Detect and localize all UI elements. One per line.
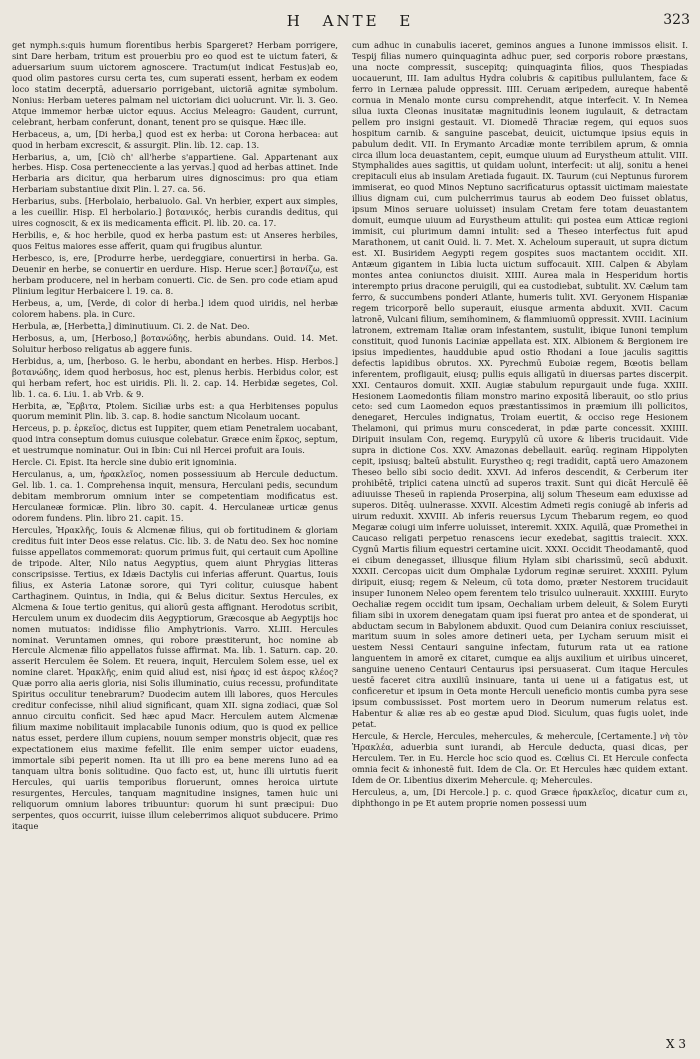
entry-paragraph: Herbaceus, a, um, [Di herba,] quod est ex herba: ut Corona herbacea: aut quod in herbam excrescit, & assurgit. Plin. lib. 12. cap. 13. [12, 128, 338, 150]
entry-paragraph: Herbarius, a, um, [Ciò ch' all'herbe s'appartiene. Gal. Appartenant aux herbes. Hisp. Cosa pertenecciente a las yervas.] quod ad herbas attinet. Inde Herbaria ars dicitur, qua herbarum uires dignoscimus: pro qua etiam Herbariam substantiue dixit Plin. l. 27. ca. 56. [12, 151, 338, 195]
left-column [12, 40, 338, 833]
entry-paragraph: get nymph.s:quis humum florentibus herbis Spargeret? Herbam porrigere, sint Dare herbam, tritum est prouerbiu pro eo quod est te uictum fateri, & aduersarium suum uictorem agnoscere. Tractum(ut indicat Festus)ab eo, quod olim pastores cursu certa tes, cum superati essent, herbam ex eodem loco statim decerptā, aduersario porrigebant, uictoriā agnitæ symbolum. Nonius: Herbam ueteres palmam nel uictoriam dici uolucrunt. Vir. li. 3. Geo. Atque immemor herbæ uictor equus. Accius Meleagro: Gaudent, currunt, celebrant, herbam conferunt, donant, tenent pro se quisque. Hæc ille. [12, 40, 338, 127]
entry-paragraph: Herceus, p. p. ἑρκεῖος, dictus est Iuppiter, quem etiam Penetralem uocabant, quod intra conseptum domus cuiusque colebatur. Græce enim ἕρκος, septum, et uestrumque nominatur. Oui in Ibin: Cui nil Hercei profuit ara Iouis. [12, 423, 338, 456]
header-right-mark: E [399, 12, 414, 30]
signature-mark: X 3 [666, 1037, 686, 1051]
header-left-letter: H [286, 12, 303, 30]
running-title [0, 12, 700, 30]
entry-paragraph: Hercle. Ci. Epist. Ita hercle sine dubio erit ignominia. [12, 457, 237, 468]
right-column [352, 40, 688, 810]
entry-paragraph: Herbeus, a, um, [Verde, di color di herba.] idem quod uiridis, nel herbæ colorem habens. pla. in Curc. [12, 297, 338, 319]
page-number: 323 [663, 12, 690, 28]
running-header [0, 10, 700, 32]
entry-paragraph: Herbesco, is, ere, [Produrre herbe, uerdeggiare, conuertirsi in herba. Ga. Deuenir en herbe, se conuertir en uerdure. Hisp. Herue scer.] βοτανίζω, est herbam producere, nel in herbam conuerti. Cic. de Sen. pro code etiam apud Plinium legitur Herbaicere l. 19. ca. 8. [12, 253, 338, 296]
entry-paragraph: cum adhuc in cunabulis iaceret, geminos angues a Iunone immissos elisit. I. Tespij filias numero quinquaginta adhuc puer, sed corporis robore præstans, una nocte compressit, suscepitq; quinquaginta filios, quos Thespiadas uocauerunt, III. Iam adultus Hydra colubris & capitibus pullulantem, face & ferro in Lernæa palude oppressit. IIII. Ceruam æripedem, aureque habentē cornua in Menalo monte cursu comprehendit, atque interfecit. V. In Nemea silua iuxta Cleonas inusitatæ magnitudinis leonem iugulauit, & detractam pellem pro insigni gestauit. VI. Diomedē Thraciæ regem, qui equos suos hospitum carnib. & sanguine pascebat, deuicit, uictumque ipsius equis in pabulum dedit. VII. In Erymanto Arcadiæ monte terribilem aprum, & omnia circa illum loca deuastantem, cepit, eumque uiuum ad Eurystheum attulit. VIII. Stymphalides aues sagittis, ut quidam uolunt, interfecit: ut alij, sonitu a henei crepitaculi eius ab insulam Aretiada fugauit. IX. Taurum (cui Neptunus furorem immiserat, eo quod Minos Neptuno sacrificaturus optassit uictimam maiestate illius dignam cui, cum pulcherrimus taurus ab eodem Deo fuisset oblatus, ipsum Minos seruare uoluisset) insulam Cretam fere totam deuastantem domuit, eumque uiuum ad Eurystheum attulit: qui postea eum Atticæ regioni immisit, cui plurimum damni intulit: sed a Theseo interfectus fuit apud Marathonem, ut canit Ouid. li. 7. Met. X. Acheloum superauit, ut supra dictum est. XI. Busiridem Aegypti regem gospites suos mactantem occidit. XII. Antæum gigantem in Libia lucta uictum suffocauit. XIII. Calpen & Abylam montes antea coniunctos diuisit. XIIII. Aurea mala in Hesperidum hortis interempto prius dracone peruigili, qui ea custodiebat, subtulit. XV. Cælum tam ferro, & succumbens ponderi Atlante, humeris tulit. XVI. Geryonem Hispaniæ regem tricorporē bello superauit, eiusque armenta abduxit. XVII. Cacum latronē, Vulcani filium, semihominem, & flammiuomū oppressit. XVIII. Lacinium latronem, extremam Italiæ oram infestantem, sustulit, ibique Iunoni templum constituit, quod Iunonis Laciniæ appellata est. XIX. Albionem & Bergionem ire ipsius impedientes, hauddubie apud ostio Rhodani a Ioue jaculis sagittis defectis lapidibus obrutos. XX. Pyrechmū Euboiæ regem, Bœotis bellam inferentem, profligauit, eiusq; pullis equis alligatū in diuersas partes discerpit. XXI. Centauros domuit. XXII. Augiæ stabulum repurgauit unde fuga. XXIII. Hesionem Laomedontis filiam monstro marino expositā liberauit, oo stlo prius ceto: sed cum Laomedon equos præstantissimos in præmium illi pollicitos, denegaret, Hercules indignatus, Troiam euertit, & occiso rege Hesionem Thelamoni, qui primus muru conscederat, in pdæ parte concessit. XXIIII. Diripuit insulam Con, regemq. Eurypylū cū uxore & liberis trucidauit. Vide supra in dictione Cos. XXV. Amazonas debellauit. earūq. reginam Hippolyten cepit, ipsiusq; balteū abstulit. Eurystheo q; regi tradidit, captā uero Amazonem Theseo bello sibi socio dedit. XXVI. Ad inferos descendit, & Cerberum iter prohibētē, triplici catena uinctū ad superos traxit. Sunt qui dicāt Herculē ēē adiuuisse Theseū in rapienda Proserpina, alij solum Theseum eam eduxisse ad superos. Ditēq. uulnerasse. XXVII. Alcestim Admeti regis coniugē ab inferis ad uirum reduxit. XXVIII. Ab inferis reuersus Lycum Thebarum regem, eo quod Megaræ coiugi uim inferre uoluisset, interemit. XXIX. Aquilā, quæ Promethei in Caucaso religati perpetuo renascens iecur exedebat, sagittis traiecit. XXX. Cygnū Martis filium equestri certamine uicit. XXXI. Occidit Theodamantē, quod ei cibum denegasset, illiusque filium Hylam sibi charissimū, secū abduxit. XXXII. Cercopas uicit dum Omphalæ Lydorum reginæ seruiret. XXXIII. Pylum diripuit, eiusq; regem & Neleum, cū tota domo, præter Nestorem trucidauit insuper Iunonem Neleo opem ferentem telo trisulco uulnerauit. XXXIIII. Euryto Oechaliæ regem occidit tum ipsam, Oechaliam urbem deleuit, & Solem Euryti filiam sibi in uxorem denegatam quam ipsi fuerat pro antea et de sponderat, ui abductam secum in Babylonem abduxit. Quod cum Deianira coniux resciuisset, maritum suum in soles amore detineri ueta, per Lycham seruum misit ei uestem Nessi Centauri sanguine infectam, futurum rata ut ea ratione languentem in amorē ex citaret, cumque ea alijs auxilium et uiribus uinceret, sanguine ueneno Centauri Centaurus ipsi persuaserat. Cum itaque Hercules uestē faceret citra auxiliū insinuare, tanta ui uene ui a fatigatus est, ut conficeretur et ipsum in Oeta monte Herculi ueneficio montis cumba pyra sese ipsum combussisset. Post mortem uero in Deorum numerum relatus est. Habentur & aliæ res ab eo gestæ apud Diod. Siculum, quas fugis uolet, inde petat. [352, 40, 688, 730]
entry-paragraph: Hercules, Ἡρακλῆς, Iouis & Alcmenæ filius, qui ob fortitudinem & gloriam creditus fuit inter Deos esse relatus. Cic. lib. 3. de Natu deo. Sex hoc nomine fuisse appellatos commemorat: quorum primus fuit, qui certauit cum Apolline de tripode. Alter, Nilo natus Aegyptius, quem aiunt Phrygias litteras conscripsisse. Tertius, ex Idæis Dactylis cui inferias afferunt. Quartus, Iouis filius, ex Asteria Latonæ sorore, qui Tyri colitur, cuiusque habent Carthaginem. Quintus, in India, qui & Belus dicitur. Sextus Hercules, ex Alcmena & Ioue tertio genitus, qui aliorū gesta affignant. Herodotus scribit, Herculem unum ex duodecim diis Aegyptiorum, Græcosque ab Aegyptijs hoc nomen mutuatos: indidisse filio Amphytrionis. Varro. XLIII. Hercules nominat. Veruntamen omnes, qui robore præstiterunt, hoc nomine ab Hercule Alcmenæ filio appellatos fuisse affirmat. Ma. lib. 1. Saturn. cap. 20. asserit Herculem ēe Solem. Et reuera, inquit, Herculem Solem esse, uel ex nomine claret. Ἡρακλῆς, enim quid aliud est, nisi ἡρας id est ἀερος κλέος? Quæ porro alia aeris gloria, nisi Solis illuminatio, cuius recessu, profunditate Spiritus occulitur tenebrarum? Duodecim autem illi labores, quos Hercules creditur confecisse, nihil aliud significant, quam XII. signa zodiaci, quæ Sol annuo circuitu conficit. Sed hæc apud Macr. Herculem autem Alcmenæ filium maxime nobilitauit implacabile Iunonis odium, quo is quod ex pellice natus esset, perdere illum cupiens, nouum semper monstris objecit, quæ res expectationem eius maxime fefellit. Ille enim semper uictor euadens, immortale sibi peperit nomen. Ita ut illi pro ea bene merens Iuno ad ea tanquam ultra bonis solitudine. Quo facto est, ut, hunc illi uirtutis fuerit Hercules, qui uariis temporibus floruerunt, omnes heroica uirtute resurgentes, Hercules, tanquam magnitudine insignes, tamen huic uni reliquorum omnium labores tribuuntur: quorum hi sunt præcipui: Duo serpentes, quos occurrit, iuisse illum celeberrimos aliquot subducere. Primo itaque [12, 524, 338, 831]
entry-paragraph: Herbosus, a, um, [Herboso,] βοτανώδης, herbis abundans. Ouid. 14. Met. Soluitur herboso religatus ab aggere funis. [12, 332, 338, 354]
entry-paragraph: Hercule, & Hercle, Hercules, mehercules, & mehercule, [Certamente.] νὴ τὸν Ἡρακλέα, aduerbia sunt iurandi, ab Hercule deducta, quasi dicas, per Herculem. Ter. in Eu. Hercle hoc scio quod es. Cœlius Ci. Et Hercule confecta omnia fecit & inhonestē fuit. Idem de Cla. Or. Et Hercules hæc quidem extant. Idem de Or. Libentius dixerim Mehercule. q; Mehercules. [352, 731, 688, 785]
entry-paragraph: Herculeus, a, um, [Di Hercole.] p. c. quod Græce ἡρακλεῖος, dicatur cum ει, diphthongo in pe Et autem proprie nomen possessi uum [352, 786, 688, 808]
entry-paragraph: Herbilis, e, & hoc herbile, quod ex herba pastum est: ut Anseres herbiles, quos Feitus maiores esse afferit, quam qui frugibus aluntur. [12, 230, 338, 252]
entry-paragraph: Herbula, æ, [Herbetta,] diminutiuum. Ci. 2. de Nat. Deo. [12, 320, 250, 331]
entry-paragraph: Herculanus, a, um, ἡρακλεῖος, nomen possessiuum ab Hercule deductum. Gel. lib. 1. ca. 1. Comprehensa inquit, mensura, Herculani pedis, secundum debitam membrorum omnium inter se competentiam modificatus est. Herculaneæ formicæ. Plin. libro 30. capit. 4. Herculaneæ urticæ genus odorem fundens. Plin. libro 21. capit. 15. [12, 469, 338, 524]
header-title: ANTE [322, 12, 380, 30]
entry-paragraph: Herbarius, subs. [Herbolaio, herbaiuolo. Gal. Vn herbier, expert aux simples, a les cueillir. Hisp. El herbolario.] βοτανικός, herbis curandis deditus, qui uires cognoscit, & ex iis medicamenta efficit. Pl. lib. 20. ca. 17. [12, 196, 338, 229]
entry-paragraph: Herbidus, a, um, [herboso. G. le herbu, abondant en herbes. Hisp. Herbos.] βοτανώδης, idem quod herbosus, hoc est, plenus herbis. Herbidus color, est qui herbam refert, hoc est uiridis. Pli. li. 2. cap. 14. Herbidæ segetes, Col. lib. 1. ca. 6. Liu. 1. ab Vrb. & 9. [12, 355, 338, 399]
entry-paragraph: Herbita, æ, Ἕρβιτα, Ptolem. Siciliæ urbs est: a qua Herbitenses populus quorum meminit Plin. lib. 3. cap. 8. hodie sanctum Nicolaum uocant. [12, 400, 338, 422]
